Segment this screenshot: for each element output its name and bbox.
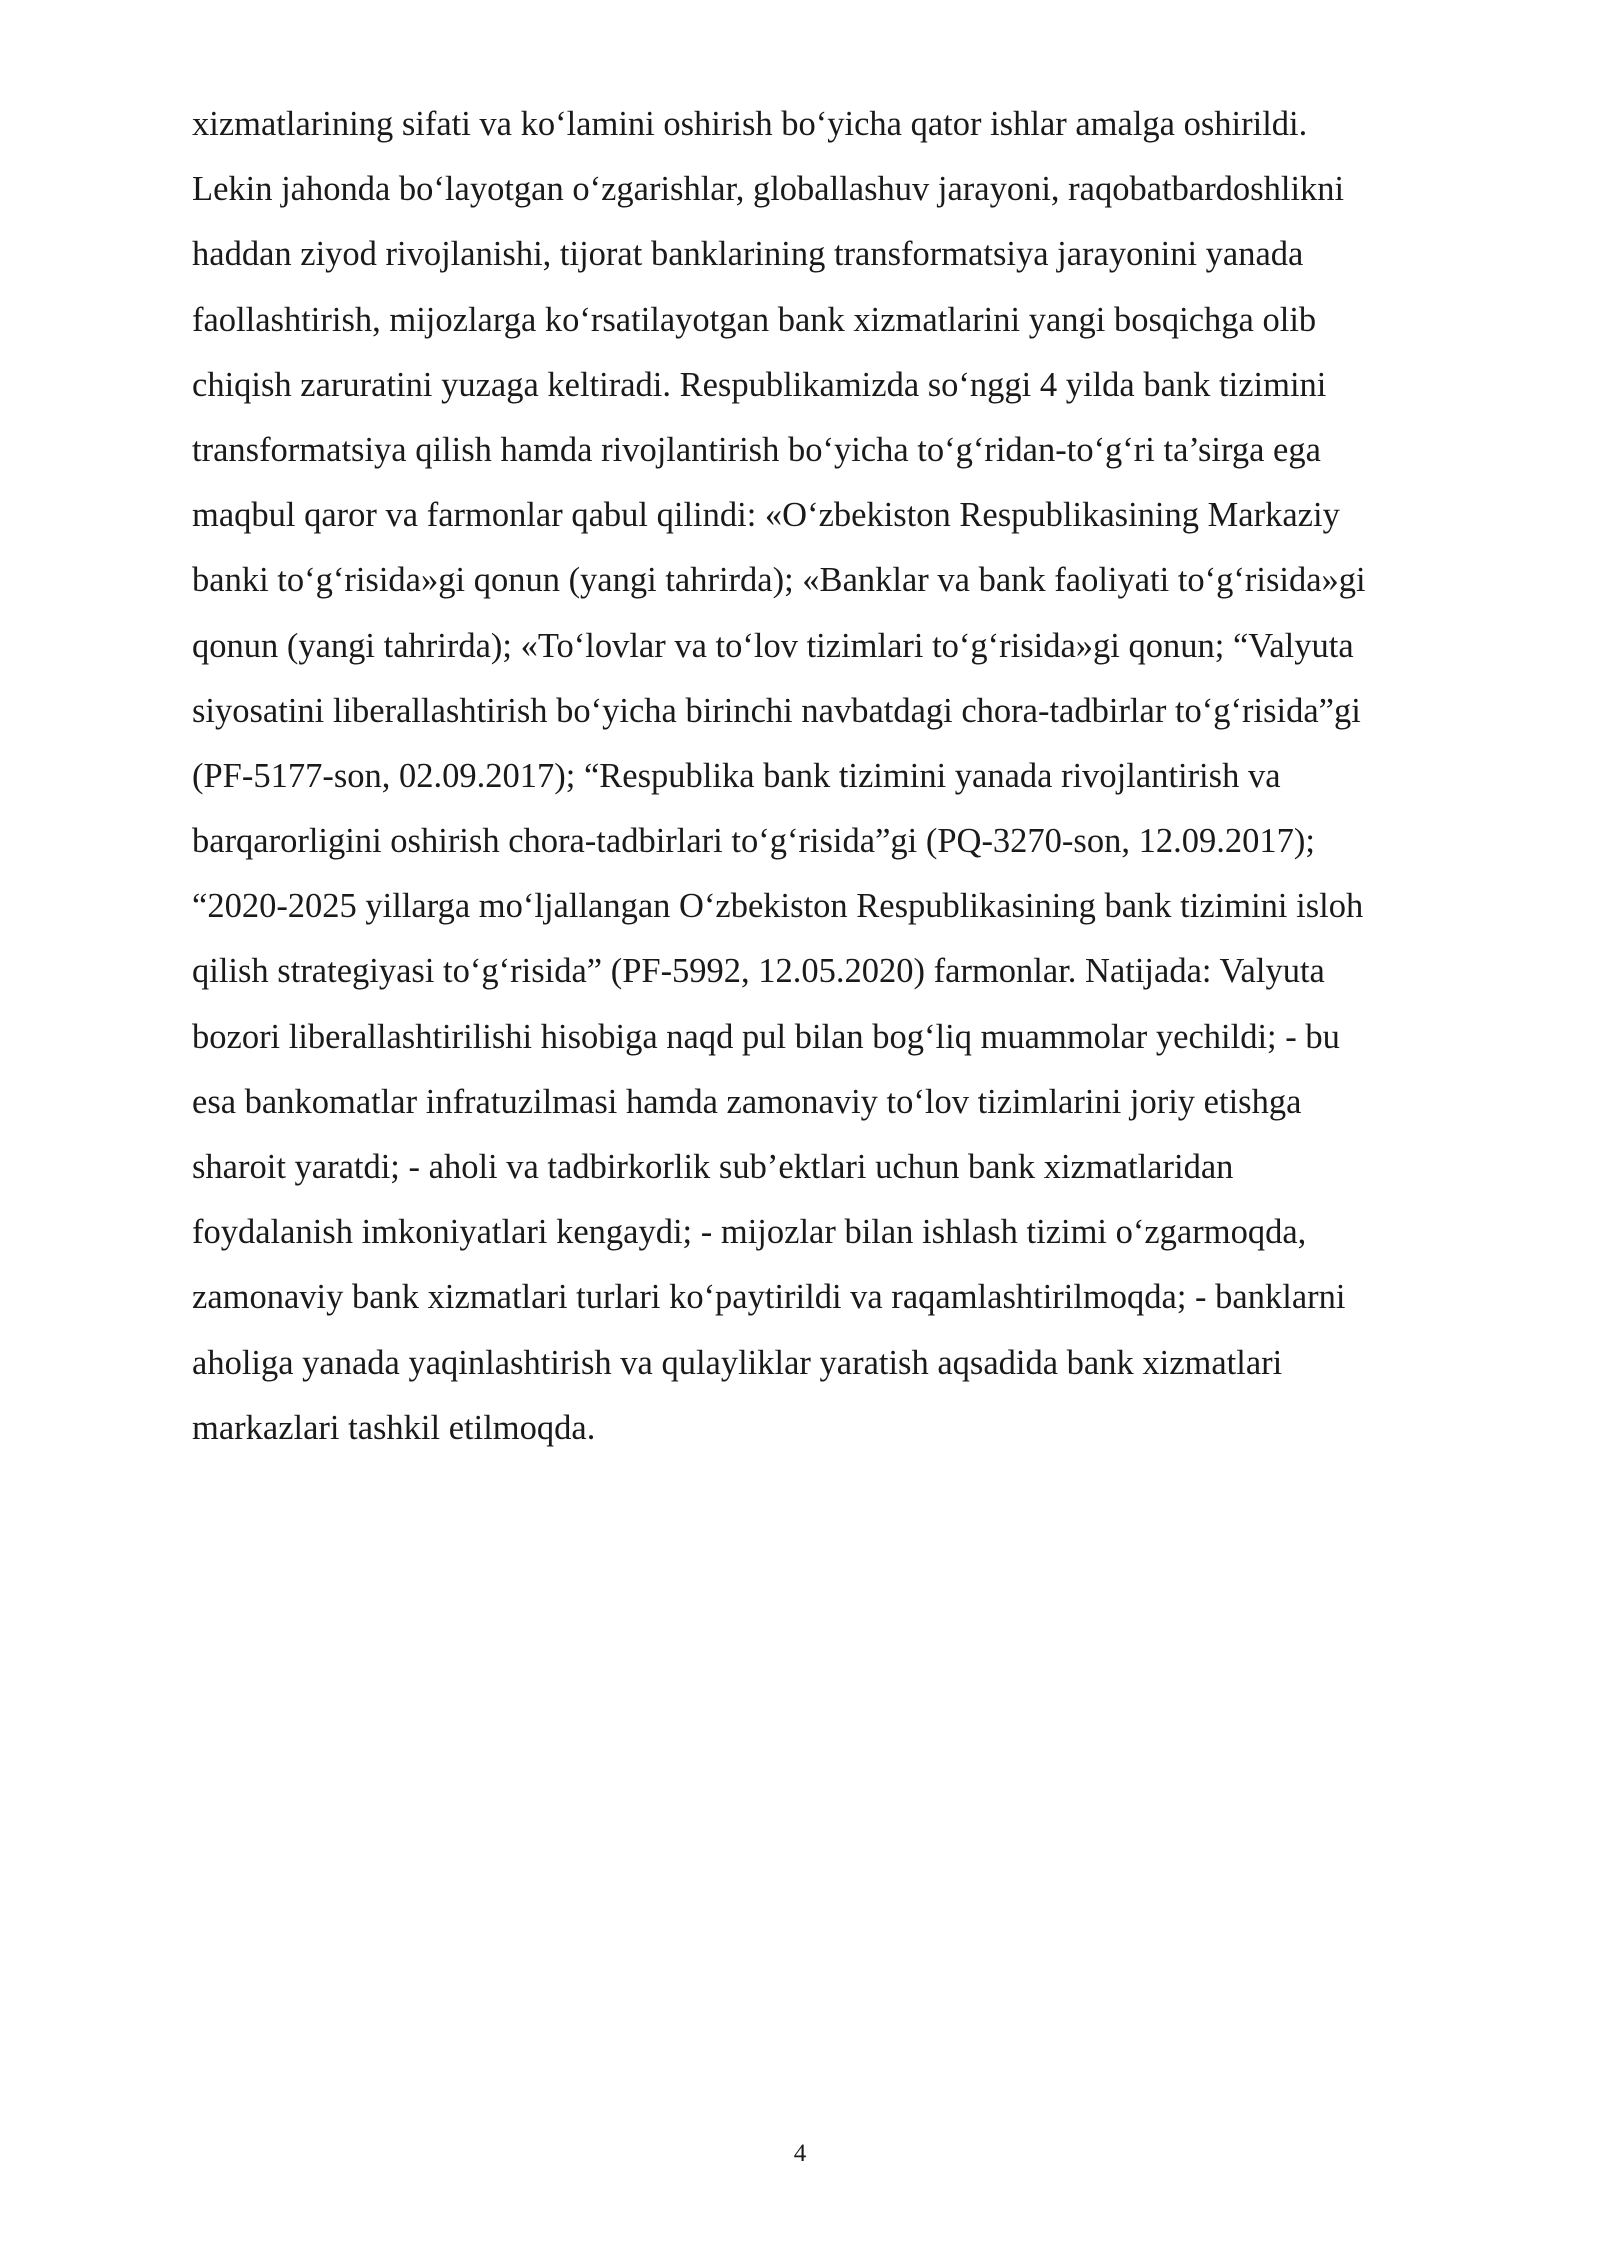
- text-line: qilish strategiyasi to‘g‘risida” (PF-5992, 12.05.2020) farmonlar. Natijada: Valyuta: [192, 952, 1325, 991]
- text-line: maqbul qaror va farmonlar qabul qilindi: «O‘zbekiston Respublikasining Markaziy: [192, 496, 1340, 535]
- text-line: (PF-5177-son, 02.09.2017); “Respublika bank tizimini yanada rivojlantirish va: [192, 756, 1281, 795]
- text-line: siyosatini liberallashtirish bo‘yicha birinchi navbatdagi chora-tadbirlar to‘g‘risida”gi: [192, 691, 1361, 730]
- body-paragraph: [192, 92, 1492, 1461]
- text-line: markazlari tashkil etilmoqda.: [192, 1408, 596, 1447]
- text-line: foydalanish imkoniyatlari kengaydi; - mijozlar bilan ishlash tizimi o‘zgarmoqda,: [192, 1213, 1307, 1252]
- text-line: sharoit yaratdi; - aholi va tadbirkorlik sub’ektlari uchun bank xizmatlaridan: [192, 1148, 1234, 1186]
- text-line: transformatsiya qilish hamda rivojlantirish bo‘yicha to‘g‘ridan-to‘g‘ri ta’sirga ega: [192, 430, 1321, 469]
- text-line: xizmatlarining sifati va ko‘lamini oshirish bo‘yicha qator ishlar amalga oshirildi.: [192, 105, 1308, 143]
- text-line: faollashtirish, mijozlarga ko‘rsatilayotgan bank xizmatlarini yangi bosqichga olib: [192, 300, 1317, 339]
- text-line: aholiga yanada yaqinlashtirish va qulayliklar yaratish aqsadida bank xizmatlari: [192, 1343, 1283, 1382]
- text-line: zamonaviy bank xizmatlari turlari ko‘paytirildi va raqamlashtirilmoqda; - banklarni: [192, 1278, 1346, 1317]
- text-line: bozori liberallashtirilishi hisobiga naqd pul bilan bog‘liq muammolar yechildi; - bu: [192, 1017, 1340, 1056]
- text-line: banki to‘g‘risida»gi qonun (yangi tahrirda); «Banklar va bank faoliyati to‘g‘risida»gi: [192, 561, 1366, 600]
- text-line: esa bankomatlar infratuzilmasi hamda zamonaviy to‘lov tizimlarini joriy etishga: [192, 1082, 1302, 1121]
- text-line: haddan ziyod rivojlanishi, tijorat banklarining transformatsiya jarayonini yanada: [192, 235, 1304, 274]
- text-line: chiqish zaruratini yuzaga keltiradi. Respublikamizda so‘nggi 4 yilda bank tizimini: [192, 365, 1327, 404]
- text-line: qonun (yangi tahrirda); «To‘lovlar va to‘lov tizimlari to‘g‘risida»gi qonun; “Valyuta: [192, 626, 1354, 665]
- text-line: “2020-2025 yillarga mo‘ljallangan O‘zbekiston Respublikasining bank tizimini isloh: [192, 887, 1364, 926]
- text-line: Lekin jahonda bo‘layotgan o‘zgarishlar, globallashuv jarayoni, raqobatbardoshlikni: [192, 170, 1345, 209]
- page-number: 4: [793, 2140, 807, 2167]
- text-line: barqarorligini oshirish chora-tadbirlari to‘g‘risida”gi (PQ-3270-son, 12.09.2017);: [192, 822, 1315, 861]
